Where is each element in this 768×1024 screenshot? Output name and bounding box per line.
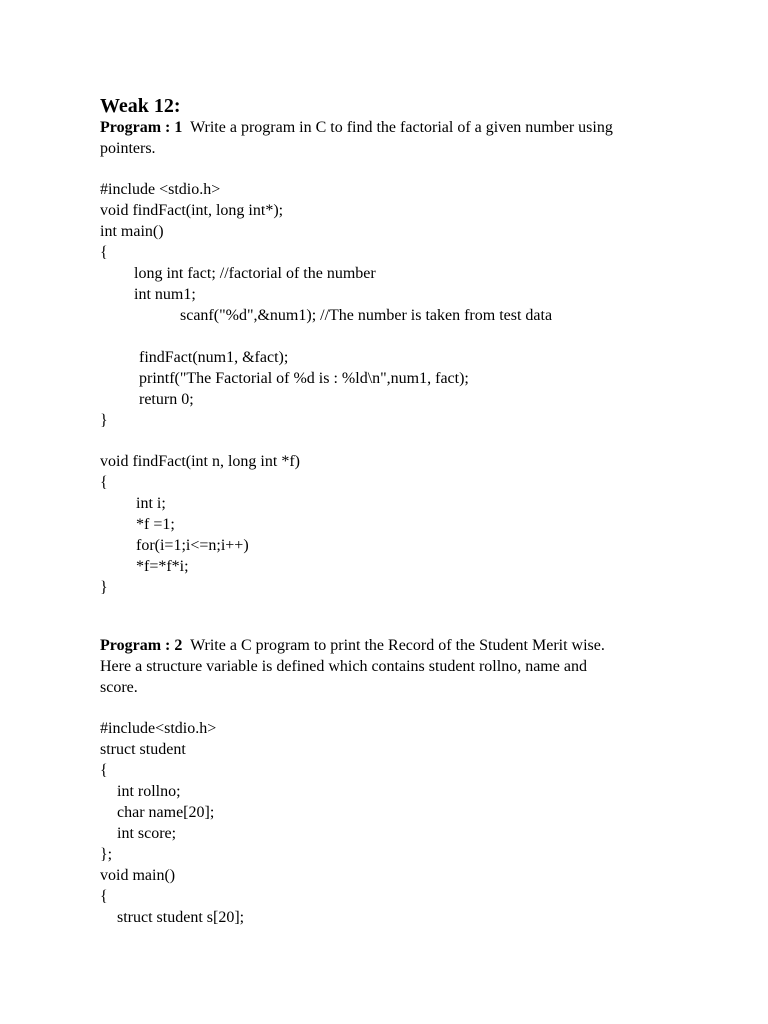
code-line: struct student [100,741,186,758]
code-line: for(i=1;i<=n;i++) [136,537,249,554]
code-line: { [100,888,108,905]
code-line: { [100,244,108,261]
program1-description-line1 [100,118,613,138]
code-line: #include <stdio.h> [100,181,221,198]
program1-description-text: Write a program in C to find the factorial of a given number using [190,119,613,136]
code-line: int i; [136,495,166,512]
code-line: #include<stdio.h> [100,720,217,737]
program2-description-line2: Here a structure variable is defined which contains student rollno, name and [100,658,587,675]
code-line: printf("The Factorial of %d is : %ld\n",num1, fact); [139,370,469,387]
program1-label: Program : 1 [100,119,183,136]
code-line: void main() [100,867,176,884]
code-line: void findFact(int, long int*); [100,202,284,219]
code-line: char name[20]; [117,804,215,821]
code-line: findFact(num1, &fact); [139,349,289,366]
code-line: struct student s[20]; [117,909,245,926]
code-line: } [100,579,108,596]
code-line: void findFact(int n, long int *f) [100,453,300,470]
code-line: *f =1; [136,516,175,533]
code-line: *f=*f*i; [136,558,189,575]
code-line: } [100,412,108,429]
code-line: int rollno; [117,783,181,800]
program2-description-text: Write a C program to print the Record of the Student Merit wise. [190,637,605,654]
code-line: scanf("%d",&num1); //The number is taken from test data [180,307,553,324]
page-heading: Weak 12: [100,95,181,117]
code-line: int main() [100,223,164,240]
code-line: { [100,474,108,491]
code-line: }; [100,846,113,863]
code-line: long int fact; //factorial of the number [134,265,376,282]
code-line: int score; [117,825,177,842]
code-line: return 0; [139,391,194,408]
program2-description-line1 [100,636,605,656]
program2-label: Program : 2 [100,637,183,654]
program2-description-line3: score. [100,679,138,696]
program1-description-line2: pointers. [100,140,156,157]
code-line: { [100,762,108,779]
code-line: int num1; [134,286,196,303]
